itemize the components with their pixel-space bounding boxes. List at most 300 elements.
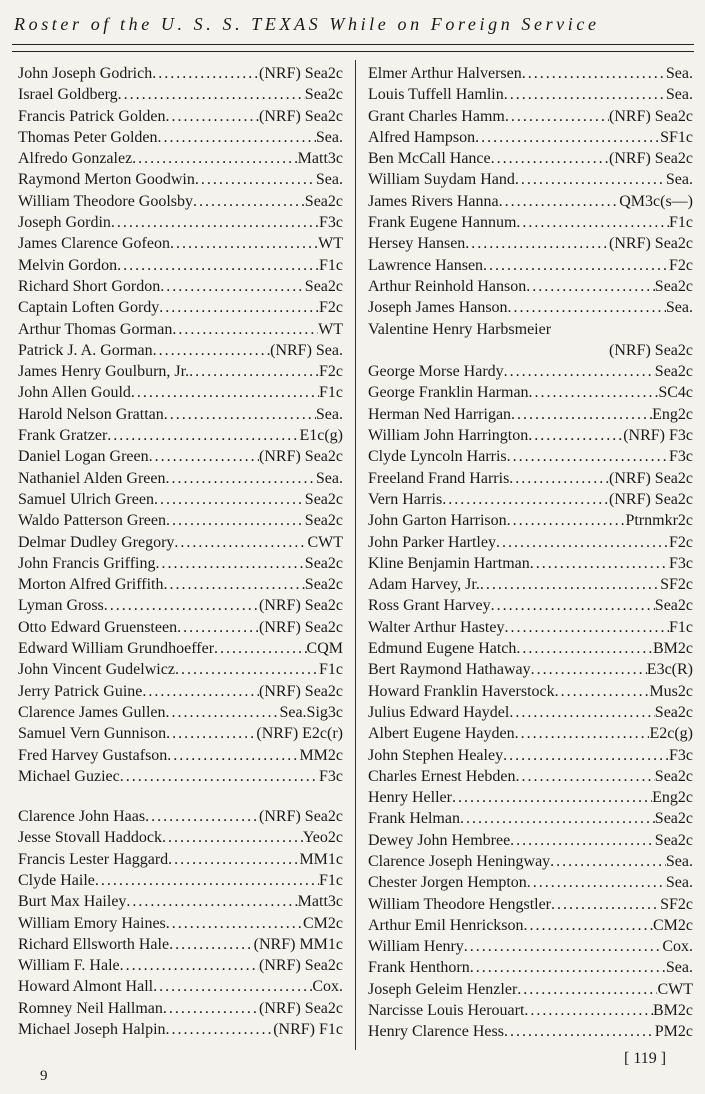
dot-leader <box>505 106 609 127</box>
sailor-name: William Theodore Hengstler <box>368 895 552 913</box>
dot-leader <box>152 63 259 84</box>
sailor-rate: MM1c <box>299 850 343 868</box>
sailor-rate: F2c <box>319 363 343 381</box>
sailor-rate: PM2c <box>654 1023 693 1041</box>
dot-leader <box>163 574 304 595</box>
roster-entry <box>18 595 343 616</box>
roster-entry <box>368 63 693 84</box>
right-roster-group-2 <box>368 361 693 1043</box>
roster-entry <box>18 681 343 702</box>
sailor-name: Freeland Frand Harris <box>368 469 510 487</box>
sailor-rate: F2c <box>669 256 693 274</box>
sailor-name: Nathaniel Alden Green <box>18 469 166 487</box>
roster-entry <box>368 468 693 489</box>
sailor-rate: Sea2c <box>654 703 693 721</box>
sailor-name: Joseph Geleim Henzler <box>368 980 518 998</box>
roster-entry <box>18 870 343 891</box>
sailor-rate: WT <box>318 320 343 338</box>
roster-entry <box>18 934 343 955</box>
dot-leader <box>142 681 259 702</box>
sailor-name: Howard Almont Hall <box>18 978 154 996</box>
sailor-rate: WT <box>318 235 343 253</box>
dot-leader <box>166 106 259 127</box>
sailor-name: William Suydam Hand <box>368 171 515 189</box>
sailor-name: Samuel Ulrich Green <box>18 490 154 508</box>
sailor-rate: Sea. <box>665 65 693 82</box>
sailor-name: George Morse Hardy <box>368 363 504 381</box>
sailor-rate: F1c <box>319 256 343 274</box>
sailor-rate: F2c <box>319 299 343 317</box>
sailor-rate: Sea. <box>665 299 693 317</box>
sailor-name: George Franklin Harman <box>368 384 529 402</box>
roster-entry <box>368 1021 693 1042</box>
roster-entry <box>18 553 343 574</box>
sailor-rate: (NRF) F1c <box>273 1021 343 1039</box>
dot-leader <box>470 957 666 978</box>
sailor-rate: Yeo2c <box>302 829 343 847</box>
dot-leader <box>167 745 299 766</box>
dot-leader <box>149 446 259 467</box>
sailor-rate: (NRF) Sea2c <box>609 150 693 168</box>
dot-leader <box>507 446 669 467</box>
sailor-rate: MM2c <box>299 746 343 764</box>
sailor-name: Dewey John Hembree <box>368 831 511 849</box>
roster-entry <box>18 532 343 553</box>
roster-entry <box>18 849 343 870</box>
sailor-rate: F1c <box>319 384 343 402</box>
roster-entry <box>18 489 343 510</box>
sailor-name: Howard Franklin Haverstock <box>368 682 555 700</box>
sailor-rate: Sea. <box>315 405 343 423</box>
sailor-name: Jerry Patrick Guine <box>18 682 143 700</box>
roster-entry <box>368 659 693 680</box>
roster-entry <box>368 830 693 851</box>
dot-leader <box>524 915 653 936</box>
dot-leader <box>163 998 259 1019</box>
roster-entry <box>368 745 693 766</box>
roster-entry <box>18 127 343 148</box>
sailor-rate: F3c <box>319 214 343 232</box>
dot-leader <box>118 84 305 105</box>
roster-entry <box>368 255 693 276</box>
sailor-rate: Matt3c <box>297 150 343 168</box>
sailor-rate: Sea2c <box>304 512 343 530</box>
sailor-name: Kline Benjamin Hartman <box>368 554 530 572</box>
dot-leader <box>164 404 316 425</box>
sailor-name: Adam Harvey, Jr. <box>368 576 480 594</box>
roster-entry <box>18 148 343 169</box>
dot-leader <box>166 1019 274 1040</box>
sailor-rate: CQM <box>306 640 343 658</box>
sailor-name: Joseph James Hanson <box>368 299 508 317</box>
sailor-name: William F. Hale <box>18 957 120 975</box>
dot-leader <box>155 553 304 574</box>
roster-entry <box>368 915 693 936</box>
sailor-rate: (NRF) Sea2c <box>609 107 693 125</box>
sailor-name: John Allen Gould <box>18 384 131 402</box>
roster-entry <box>368 319 693 340</box>
dot-leader <box>503 745 669 766</box>
roster-entry <box>368 510 693 531</box>
roster-entry <box>368 808 693 829</box>
sailor-name: Julius Edward Haydel <box>368 703 510 721</box>
sailor-rate: Eng2c <box>652 789 693 807</box>
sailor-name: Clyde Haile <box>18 871 95 889</box>
roster-entry <box>18 574 343 595</box>
roster-entry <box>18 766 343 787</box>
roster-entry <box>18 319 343 340</box>
dot-leader <box>214 638 307 659</box>
roster-entry <box>368 148 693 169</box>
sailor-rate: F1c <box>319 871 343 889</box>
dot-leader <box>515 169 666 190</box>
roster-entry <box>18 745 343 766</box>
dot-leader <box>177 617 259 638</box>
roster-entry <box>368 787 693 808</box>
sailor-name: Henry Clarence Hess <box>368 1023 504 1041</box>
roster-entry <box>18 340 343 361</box>
sailor-name: Captain Loften Gordy <box>18 299 160 317</box>
roster-entry <box>368 936 693 957</box>
sailor-name: Morton Alfred Griffith <box>18 576 164 594</box>
roster-entry <box>18 659 343 680</box>
dot-leader <box>491 595 655 616</box>
sailor-name: Romney Neil Hallman <box>18 999 163 1017</box>
sailor-name: Walter Arthur Hastey <box>368 618 505 636</box>
sailor-name: Chester Jorgen Hempton <box>368 874 527 892</box>
sailor-name: John Garton Harrison <box>368 512 507 530</box>
sailor-rate: Sea2c <box>654 363 693 381</box>
roster-entry <box>18 446 343 467</box>
sailor-rate: Matt3c <box>297 893 343 911</box>
sailor-name: Ben McCall Hance <box>368 150 491 168</box>
sailor-rate: Sea2c <box>304 576 343 594</box>
roster-entry <box>18 827 343 848</box>
sailor-name: Melvin Gordon <box>18 256 118 274</box>
sailor-name: Thomas Peter Golden <box>18 128 158 146</box>
dot-leader <box>507 510 626 531</box>
sailor-name: Harold Nelson Grattan <box>18 405 164 423</box>
dot-leader <box>526 276 655 297</box>
sailor-name: Frank Gratzer <box>18 427 108 445</box>
roster-entry <box>18 404 343 425</box>
sailor-rate: (NRF) Sea2c <box>259 618 343 636</box>
dot-leader <box>480 574 660 595</box>
sailor-name: Herman Ned Harrigan <box>368 405 512 423</box>
sailor-rate: (NRF) Sea2c <box>609 469 693 487</box>
sailor-name: Michael Guziec <box>18 767 120 785</box>
sailor-rate: BM2c <box>653 640 693 658</box>
sailor-name: Albert Eugene Hayden <box>368 725 515 743</box>
sailor-name: Clyde Lyncoln Harris <box>368 448 507 466</box>
dot-leader <box>166 510 305 531</box>
dot-leader <box>551 894 660 915</box>
left-roster-group-g <box>18 63 343 787</box>
dot-leader <box>528 425 623 446</box>
sailor-rate: CM2c <box>303 914 343 932</box>
sailor-name: Patrick J. A. Gorman <box>18 341 153 359</box>
sailor-name: John Parker Hartley <box>368 533 496 551</box>
sailor-rate: CM2c <box>653 916 693 934</box>
sailor-name: Burt Max Hailey <box>18 893 127 911</box>
roster-entry <box>368 894 693 915</box>
roster-entry <box>18 617 343 638</box>
sailor-name: John Vincent Gudelwicz <box>18 661 175 679</box>
left-roster-group-h <box>18 806 343 1040</box>
sailor-name: John Stephen Healey <box>368 746 504 764</box>
left-column <box>18 63 343 1040</box>
roster-entry <box>368 957 693 978</box>
sailor-rate: F3c <box>669 448 693 466</box>
dot-leader <box>517 979 657 1000</box>
roster-entry <box>368 617 693 638</box>
dot-leader <box>159 297 319 318</box>
sailor-name: Clarence James Gullen <box>18 703 166 721</box>
dot-leader <box>166 723 256 744</box>
roster-entry <box>368 169 693 190</box>
roster-entry <box>368 106 693 127</box>
sailor-name: Richard Ellsworth Hale <box>18 935 170 953</box>
dot-leader <box>95 870 319 891</box>
sailor-name: Francis Patrick Golden <box>18 107 166 125</box>
roster-entry <box>18 212 343 233</box>
section-gap <box>18 787 343 806</box>
dot-leader <box>166 468 316 489</box>
sailor-name: Israel Goldberg <box>18 86 118 104</box>
roster-entry <box>18 955 343 976</box>
roster-entry <box>18 976 343 997</box>
roster-entry <box>18 382 343 403</box>
dot-leader <box>475 127 660 148</box>
sailor-rate: Sea2c <box>654 831 693 849</box>
roster-entry <box>368 425 693 446</box>
dot-leader <box>515 723 650 744</box>
dot-leader <box>550 851 666 872</box>
sailor-rate: (NRF) MM1c <box>253 935 343 953</box>
dot-leader <box>104 595 259 616</box>
sailor-name: Clarence John Haas <box>18 808 146 826</box>
roster-entry <box>368 489 693 510</box>
roster-entry <box>18 255 343 276</box>
dot-leader <box>530 553 669 574</box>
sailor-rate: (NRF) Sea. <box>270 341 343 359</box>
sailor-rate: Sea. <box>665 86 693 104</box>
sailor-rate: Cox. <box>312 978 343 996</box>
sailor-name: Samuel Vern Gunnison <box>18 725 167 743</box>
roster-entry <box>368 297 693 318</box>
sailor-name: Ross Grant Harvey <box>368 597 491 615</box>
header-rule-bottom <box>12 51 694 52</box>
roster-entry <box>368 404 693 425</box>
roster-entry <box>18 723 343 744</box>
dot-leader <box>483 255 669 276</box>
sailor-rate: SF2c <box>660 895 693 913</box>
roster-entry <box>368 191 693 212</box>
roster-entry <box>18 702 343 723</box>
sailor-name: Edmund Eugene Hatch <box>368 640 517 658</box>
roster-entry <box>368 723 693 744</box>
sailor-name: Daniel Logan Green <box>18 448 149 466</box>
sailor-name: Otto Edward Gruensteen <box>18 618 178 636</box>
sailor-name: Hersey Hansen <box>368 235 466 253</box>
roster-entry <box>18 891 343 912</box>
sailor-name: William Henry <box>368 938 464 956</box>
dot-leader <box>158 127 316 148</box>
sailor-rate: (NRF) Sea2c <box>259 682 343 700</box>
sailor-rate: SF2c <box>660 576 693 594</box>
dot-leader <box>504 617 669 638</box>
sailor-name: William Theodore Goolsby <box>18 192 194 210</box>
sailor-rate: (NRF) Sea2c <box>259 107 343 125</box>
sailor-rate: BM2c <box>653 1002 693 1020</box>
dot-leader <box>516 766 655 787</box>
sailor-name: Francis Lester Haggard <box>18 850 169 868</box>
roster-entry <box>368 979 693 1000</box>
sailor-name: Frank Henthorn <box>368 959 470 977</box>
sailor-name: Edward William Grundhoeffer <box>18 640 215 658</box>
roster-entry <box>368 574 693 595</box>
dot-leader <box>555 681 650 702</box>
sailor-rate: (NRF) E2c(r) <box>256 725 343 743</box>
dot-leader <box>145 806 259 827</box>
sailor-rate: Sea. <box>665 852 693 870</box>
sailor-rate: Sea. <box>665 171 693 189</box>
sailor-rate-continuation: (NRF) Sea2c <box>609 341 693 359</box>
dot-leader <box>522 63 666 84</box>
sailor-rate: E3c(R) <box>646 661 693 679</box>
dot-leader <box>516 212 669 233</box>
right-roster-group-1 <box>368 63 693 319</box>
sailor-name: Joseph Gordin <box>18 214 111 232</box>
sailor-rate: (NRF) Sea2c <box>259 65 343 82</box>
sailor-name: Charles Ernest Hebden <box>368 767 516 785</box>
roster-entry <box>368 382 693 403</box>
dot-leader <box>452 787 652 808</box>
sailor-name: Michael Joseph Halpin <box>18 1021 166 1039</box>
sailor-rate: (NRF) Sea2c <box>259 999 343 1017</box>
sailor-rate: (NRF) Sea2c <box>259 808 343 826</box>
dot-leader <box>508 297 666 318</box>
sailor-name: Henry Heller <box>368 789 452 807</box>
dot-leader <box>460 808 655 829</box>
dot-leader <box>509 468 609 489</box>
sailor-rate: Sea. <box>315 128 343 146</box>
sailor-name: Delmar Dudley Gregory <box>18 533 175 551</box>
sailor-rate: (NRF) Sea2c <box>259 448 343 466</box>
sailor-rate: (NRF) F3c <box>623 427 693 445</box>
sailor-rate: Ptrnmkr2c <box>625 512 693 530</box>
sailor-name: Waldo Patterson Green <box>18 512 166 530</box>
dot-leader <box>168 849 299 870</box>
dot-leader <box>509 702 654 723</box>
sailor-rate: Sea2c <box>304 277 343 295</box>
roster-entry <box>368 446 693 467</box>
dot-leader <box>111 212 319 233</box>
roster-entry <box>368 872 693 893</box>
roster-entry <box>18 63 343 84</box>
sailor-rate: E1c(g) <box>299 427 343 445</box>
sailor-rate: SF1c <box>660 128 693 146</box>
sailor-rate: E2c(g) <box>649 725 693 743</box>
roster-entry <box>18 998 343 1019</box>
sailor-name: Valentine Henry Harbsmeier <box>368 320 552 338</box>
dot-leader <box>504 1021 655 1042</box>
roster-entry <box>18 1019 343 1040</box>
dot-leader <box>527 872 666 893</box>
dot-leader <box>496 532 669 553</box>
sailor-name: James Rivers Hanna <box>368 192 499 210</box>
dot-leader <box>166 702 280 723</box>
running-header: Roster of the U. S. S. TEXAS While on Foreign Service <box>14 14 600 34</box>
sailor-name: Lyman Gross <box>18 597 104 615</box>
dot-leader <box>107 425 299 446</box>
roster-entry <box>18 913 343 934</box>
sailor-name: Arthur Thomas Gorman <box>18 320 173 338</box>
right-column <box>368 63 693 1043</box>
dot-leader <box>153 976 312 997</box>
roster-entry <box>368 361 693 382</box>
dot-leader <box>464 936 663 957</box>
roster-entry <box>18 361 343 382</box>
sailor-rate: Sea2c <box>304 86 343 104</box>
sailor-rate: Sea. <box>665 959 693 977</box>
roster-entry <box>368 1000 693 1021</box>
roster-entry <box>18 276 343 297</box>
sailor-rate: (NRF) Sea2c <box>259 957 343 975</box>
sailor-name: Louis Tuffell Hamlin <box>368 86 504 104</box>
dot-leader <box>499 191 620 212</box>
sailor-name: John Francis Griffing <box>18 554 156 572</box>
sailor-rate: Cox. <box>662 938 693 956</box>
dot-leader <box>117 255 319 276</box>
dot-leader <box>120 955 259 976</box>
dot-leader <box>160 276 305 297</box>
sailor-rate: F3c <box>669 554 693 572</box>
dot-leader <box>442 489 609 510</box>
roster-entry <box>18 106 343 127</box>
dot-leader <box>511 404 652 425</box>
dot-leader <box>162 827 303 848</box>
sailor-rate: Sea2c <box>304 490 343 508</box>
dot-leader <box>193 191 305 212</box>
sailor-name: Bert Raymond Hathaway <box>368 661 531 679</box>
sailor-name: Frank Eugene Hannum <box>368 214 517 232</box>
sailor-name: Fred Harvey Gustafson <box>18 746 168 764</box>
sailor-name: Jesse Stovall Haddock <box>18 829 162 847</box>
column-divider <box>355 60 356 1050</box>
sailor-name: James Henry Goulburn, Jr. <box>18 363 190 381</box>
sailor-name: Grant Charles Hamm <box>368 107 505 125</box>
sailor-name: William John Harrington <box>368 427 529 445</box>
dot-leader <box>126 891 297 912</box>
roster-entry <box>368 702 693 723</box>
roster-entry <box>18 806 343 827</box>
dot-leader <box>131 382 319 403</box>
dot-leader <box>516 638 653 659</box>
sailor-rate: F1c <box>319 661 343 679</box>
dot-leader <box>465 233 609 254</box>
sailor-rate: Mus2c <box>649 682 693 700</box>
dot-leader <box>153 340 270 361</box>
sailor-rate: F1c <box>669 214 693 232</box>
sailor-rate: Sea. <box>315 469 343 487</box>
sailor-name: Richard Short Gordon <box>18 277 161 295</box>
dot-leader <box>491 148 609 169</box>
dot-leader <box>166 913 303 934</box>
roster-entry <box>368 638 693 659</box>
dot-leader <box>120 766 319 787</box>
roster-entry <box>368 276 693 297</box>
